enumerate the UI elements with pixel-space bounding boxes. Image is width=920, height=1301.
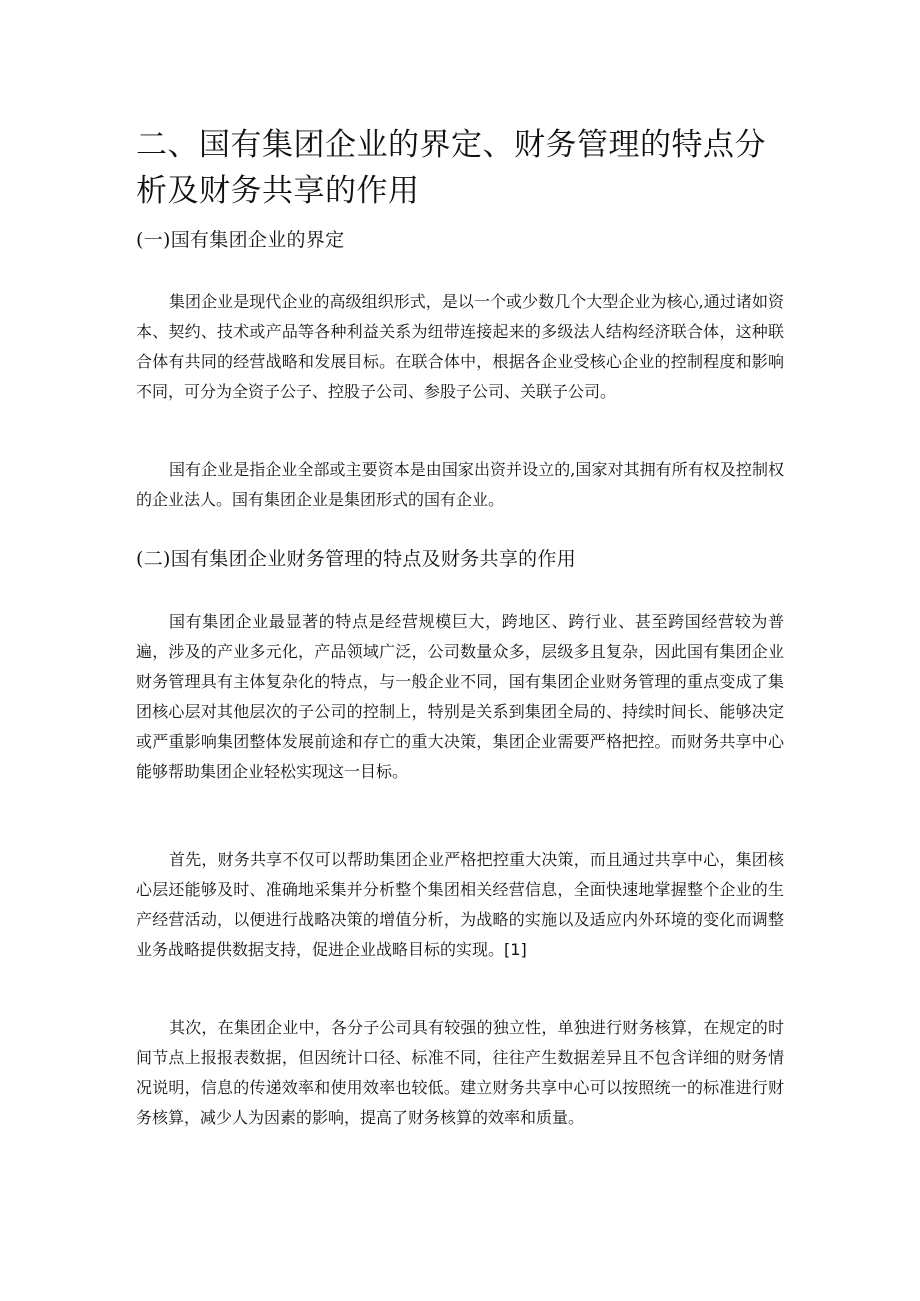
section-1-heading: (一)国有集团企业的界定 xyxy=(136,229,345,251)
section-1-paragraph-2: 国有企业是指企业全部或主要资本是由国家出资并设立的,国家对其拥有所有权及控制权的企业法人。国有集团企业是集团形式的国有企业。 xyxy=(136,460,784,509)
section-1-paragraph-1: 集团企业是现代企业的高级组织形式，是以一个或少数几个大型企业为核心,通过诸如资本、契约、技术或产品等各种利益关系为纽带连接起来的多级法人结构经济联合体，这种联合体有共同的经营战略和发展目标。在联合体中，根据各企业受核心企业的控制程度和影响不同，可分为全资子公子、控股子公司、参股子公司、关联子公司。 xyxy=(136,292,784,401)
section-2-paragraph-1: 国有集团企业最显著的特点是经营规模巨大，跨地区、跨行业、甚至跨国经营较为普遍，涉及的产业多元化，产品领域广泛，公司数量众多，层级多且复杂，因此国有集团企业财务管理具有主体复杂化的特点，与一般企业不同，国有集团企业财务管理的重点变成了集团核心层对其他层次的子公司的控制上，特别是关系到集团全局的、持续时间长、能够决定或严重影响集团整体发展前途和存亡的重大决策，集团企业需要严格把控。而财务共享中心能够帮助集团企业轻松实现这一目标。 xyxy=(136,612,784,781)
section-2-heading: (二)国有集团企业财务管理的特点及财务共享的作用 xyxy=(136,548,577,570)
section-2-paragraph-3: 其次，在集团企业中，各分子公司具有较强的独立性，单独进行财务核算，在规定的时间节点上报报表数据，但因统计口径、标准不同，往往产生数据差异且不包含详细的财务情况说明，信息的传递效率和使用效率也较低。建立财务共享中心可以按照统一的标准进行财务核算，减少人为因素的影响，提高了财务核算的效率和质量。 xyxy=(136,1018,784,1127)
document-title: 二、国有集团企业的界定、财务管理的特点分析及财务共享的作用 xyxy=(136,127,766,209)
section-2-paragraph-2-text: 首先，财务共享不仅可以帮助集团企业严格把控重大决策，而且通过共享中心，集团核心层还能够及时、准确地采集并分析整个集团相关经营信息，全面快速地掌握整个企业的生产经营活动，以便进行战略决策的增值分析，为战略的实施以及适应内外环境的变化而调整业务战略提供数据支持，促进企业战略目标的实现。 xyxy=(136,850,784,959)
citation-reference: [1] xyxy=(504,940,527,959)
section-2-paragraph-2 xyxy=(136,845,784,965)
